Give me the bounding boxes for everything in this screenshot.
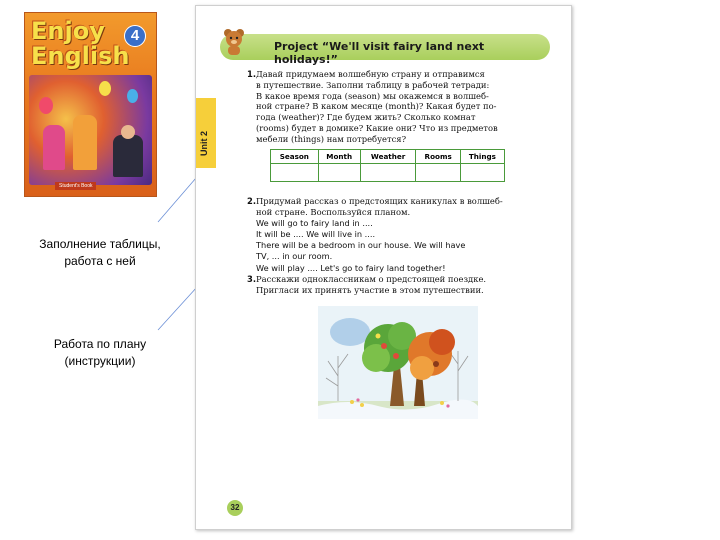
- annotation-table-work: [30, 236, 170, 270]
- cover-title: [31, 19, 129, 69]
- annotation-line: Работа по плану: [53, 337, 147, 351]
- unit-tab-label: Unit 2: [199, 130, 209, 156]
- plan-line: We will go to fairy land in ....: [256, 217, 373, 228]
- table-header-things: Things: [460, 150, 504, 164]
- project-banner: [220, 34, 550, 66]
- task-2: [247, 196, 503, 274]
- annotation-line: Заполнение таблицы,: [39, 237, 161, 251]
- plan-line: It will be .... We will live in ....: [256, 228, 376, 239]
- table-header-season: Season: [271, 150, 319, 164]
- table-header-row: [271, 150, 505, 164]
- task-1: [247, 69, 498, 145]
- task-line: ной стране? В каком месяце (month)? Какая будет по-: [256, 101, 497, 112]
- table-row: [271, 164, 505, 182]
- task-line: мебели (things) нам потребуется?: [256, 133, 407, 144]
- task-number: 1.: [247, 69, 257, 79]
- planning-table: [270, 149, 505, 182]
- task-line: Придумай рассказ о предстоящих каникулах в волшеб-: [256, 196, 503, 206]
- task-line: в путешествие. Заполни таблицу в рабочей тетради:: [256, 79, 490, 90]
- plan-line: There will be a bedroom in our house. We will have: [256, 240, 466, 251]
- table-header-month: Month: [318, 150, 360, 164]
- table-cell: [460, 164, 504, 182]
- seasons-tree-illustration: [318, 306, 478, 419]
- task-number: 2.: [247, 196, 257, 206]
- balloon-icon: [99, 81, 111, 96]
- plan-line: We will play .... Let's go to fairy land together!: [256, 262, 446, 273]
- table-header-weather: Weather: [360, 150, 416, 164]
- task-line: Пригласи их принять участие в этом путешествии.: [256, 284, 484, 295]
- cover-label: Student's Book: [55, 182, 96, 190]
- table-cell: [318, 164, 360, 182]
- task-3: [247, 274, 487, 296]
- boy-face: [121, 125, 135, 139]
- cover-title-line2: English: [31, 42, 130, 70]
- balloon-icon: [39, 97, 53, 114]
- table-header-rooms: Rooms: [416, 150, 460, 164]
- cover-title-line1: Enjoy: [31, 17, 105, 45]
- bear-icon: [222, 28, 246, 56]
- table-cell: [360, 164, 416, 182]
- book-cover-image: [24, 12, 157, 197]
- annotation-line: работа с ней: [64, 254, 136, 268]
- girl-figure: [43, 125, 65, 170]
- task-line: В какое время года (season) мы окажемся в волшеб-: [256, 90, 489, 101]
- task-line: (rooms) будет в домике? Какие они? Что из предметов: [256, 122, 498, 133]
- task-line: ной стране. Воспользуйся планом.: [256, 206, 411, 217]
- banner-title: Project “We'll visit fairy land next holidays!”: [274, 40, 485, 66]
- annotation-plan-work: [30, 336, 170, 370]
- table-cell: [416, 164, 460, 182]
- balloon-icon: [127, 89, 138, 103]
- task-line: года (weather)? Где будем жить? Сколько комнат: [256, 112, 476, 123]
- textbook-page: [195, 5, 572, 530]
- task-line: Расскажи одноклассникам о предстоящей поездке.: [256, 274, 487, 284]
- cover-illustration: [29, 75, 152, 185]
- page-number: 32: [227, 500, 243, 516]
- annotation-line: (инструкции): [64, 354, 136, 368]
- cover-grade-badge: 4: [124, 25, 146, 47]
- boy-figure: [113, 135, 143, 177]
- task-number: 3.: [247, 274, 257, 284]
- table-cell: [271, 164, 319, 182]
- task-line: Давай придумаем волшебную страну и отправимся: [256, 69, 485, 79]
- princess-figure: [73, 115, 97, 170]
- plan-line: TV, ... in our room.: [256, 251, 333, 262]
